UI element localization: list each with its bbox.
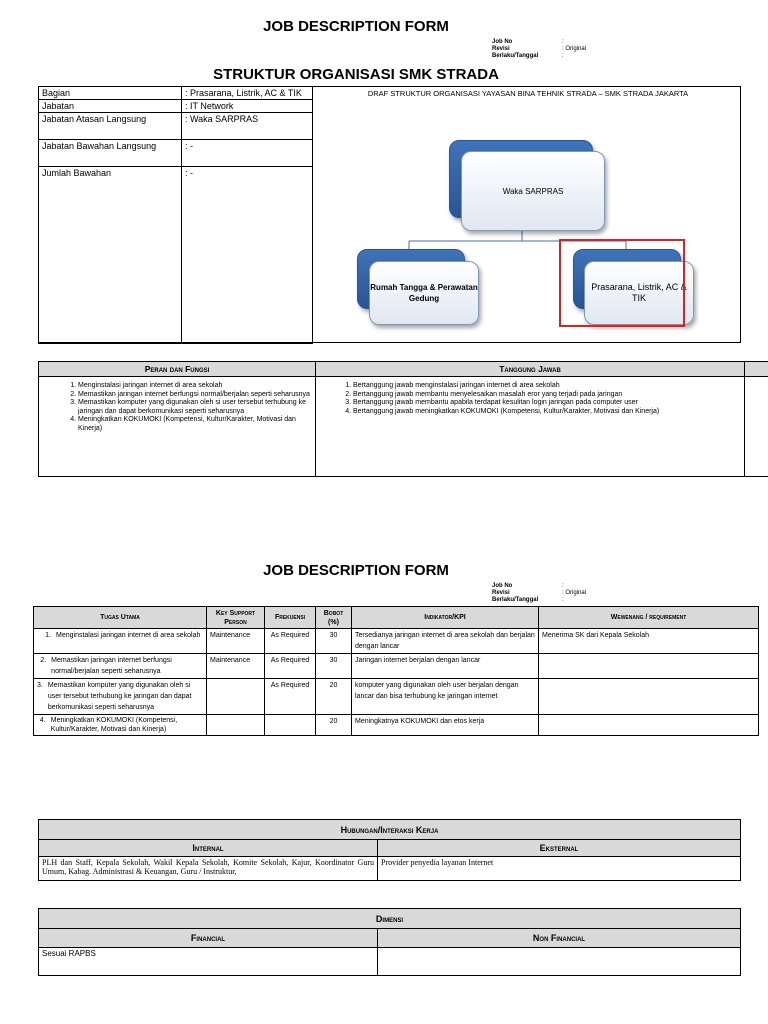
row-number: 4. <box>39 717 46 724</box>
revisi-label: Revisi <box>492 46 510 52</box>
non-financial-cell <box>378 948 741 976</box>
financial-cell: Sesuai RAPBS <box>39 948 378 976</box>
wewenang-cell <box>539 654 759 679</box>
revisi-label: Revisi <box>492 590 510 596</box>
tugas-text: Memastikan komputer yang digunakan oleh si user tersebut terhubung ke jaringan dan dapat berkomunikasi seperti seharusnya <box>47 682 192 711</box>
wewenang-cell: Menerima SK dari Kepala Sekolah <box>539 629 759 654</box>
frek-cell: As Required <box>265 679 316 715</box>
tanggung-header: Tanggung Jawab <box>316 362 745 377</box>
revisi-value: : Original <box>562 46 587 52</box>
org-box-right: Prasarana, Listrik, AC & TIK <box>584 261 694 325</box>
info-table <box>38 86 313 344</box>
table-row <box>34 715 759 736</box>
table-row <box>34 679 759 715</box>
tugas-text: Memastikan jaringan internet berfungsi normal/berjalan seperti seharusnya <box>51 657 172 675</box>
info-value: : - <box>182 140 313 167</box>
bobot-cell: 30 <box>316 654 352 679</box>
berlaku-value: : <box>562 53 564 59</box>
revisi-value: : Original <box>562 590 587 596</box>
bobot-cell: 20 <box>316 679 352 715</box>
tugas-table <box>33 606 759 736</box>
wewenang-cell <box>539 679 759 715</box>
th-bobot: Bobot (%) <box>316 607 352 629</box>
th-wewenang: Wewenang / requirement <box>539 607 759 629</box>
wewenang-cell <box>539 715 759 736</box>
info-label: Jabatan Bawahan Langsung <box>39 140 182 167</box>
tanggung-item: 2. Bertanggung jawab membantu menyelesaikan masalah eror yang terjadi pada jaringan <box>353 391 743 400</box>
internal-header: Internal <box>39 840 378 857</box>
extra-header <box>745 362 768 377</box>
job-no-value: : <box>562 39 564 45</box>
peran-cell <box>39 377 316 477</box>
peran-item: 1. Menginstalasi jaringan internet di area sekolah <box>78 382 314 391</box>
row-number: 2. <box>40 657 47 664</box>
peran-item: 2. Memastikan jaringan internet berfungsi normal/berjalan seperti seharusnya <box>78 391 314 400</box>
internal-cell: PLH dan Staff, Kepala Sekolah, Wakil Kepala Sekolah, Komite Sekolah, Kajur, Koordinator Guru Umum, Kabag. Administrasi & Keuangan, Guru / Instruktur, <box>39 857 378 881</box>
hubungan-table <box>38 819 741 881</box>
peran-list <box>40 382 314 433</box>
kpi-cell: Meningkatnya KOKUMOKI dan etos kerja <box>352 715 539 736</box>
hubungan-title: Hubungan/Interaksi Kerja <box>39 820 741 840</box>
info-value: : Prasarana, Listrik, AC & TIK <box>182 87 313 100</box>
org-box-left: Rumah Tangga & Perawatan Gedung <box>369 261 479 325</box>
info-section <box>38 86 741 343</box>
row-number: 3. <box>37 682 43 689</box>
th-kpi: Indikator/KPI <box>352 607 539 629</box>
peran-item: 4. Meningkatkan KOKUMOKI (Kompetensi, Kultur/Karakter, Motivasi dan Kinerja) <box>78 416 314 433</box>
eksternal-header: Eksternal <box>378 840 741 857</box>
key-cell <box>207 679 265 715</box>
org-title: STRUKTUR ORGANISASI SMK STRADA <box>213 66 499 83</box>
form-meta <box>492 39 586 60</box>
org-box-top: Waka SARPRAS <box>461 151 605 231</box>
non-financial-header: Non Financial <box>378 929 741 948</box>
frek-cell <box>265 715 316 736</box>
info-label: Bagian <box>39 87 182 100</box>
form-meta-2 <box>492 583 586 604</box>
berlaku-label: Berlaku/Tanggal <box>492 53 539 59</box>
table-row <box>34 654 759 679</box>
tanggung-item: 4. Bertanggung jawab meningkatkan KOKUMOKI (Kompetensi, Kultur/Karakter, Motivasi dan Kinerja) <box>353 408 743 417</box>
info-label: Jumlah Bawahan <box>39 167 182 344</box>
eksternal-cell: Provider penyedia layanan Internet <box>378 857 741 881</box>
kpi-cell: Jaringan internet berjalan dengan lancar <box>352 654 539 679</box>
form-title-2: JOB DESCRIPTION FORM <box>263 562 449 579</box>
frek-cell: As Required <box>265 654 316 679</box>
peran-item: 3. Memastikan komputer yang digunakan oleh si user tersebut terhubung ke jaringan dan dapat berkomunikasi seperti seharusnya <box>78 399 314 416</box>
key-cell <box>207 715 265 736</box>
dimensi-table <box>38 908 741 976</box>
job-no-value: : <box>562 583 564 589</box>
draft-title: DRAF STRUKTUR ORGANISASI YAYASAN BINA TEHNIK STRADA – SMK STRADA JAKARTA <box>367 89 689 98</box>
table-row <box>34 629 759 654</box>
th-frek: Frekuensi <box>265 607 316 629</box>
bobot-cell: 30 <box>316 629 352 654</box>
financial-header: Financial <box>39 929 378 948</box>
key-cell: Maintenance <box>207 654 265 679</box>
peran-header: Peran dan Fungsi <box>39 362 316 377</box>
th-key: Key Support Person <box>207 607 265 629</box>
tugas-text: Menginstalasi jaringan internet di area sekolah <box>56 632 201 639</box>
info-value: : IT Network <box>182 100 313 113</box>
org-highlight <box>559 239 685 327</box>
tanggung-item: 3. Bertanggung jawab membantu apabila terdapat kesulitan login jaringan pada computer user <box>353 399 743 408</box>
tugas-text: Meningkatkan KOKUMOKI (Kompetensi, Kultur/Karakter, Motivasi dan Kinerja) <box>50 717 178 733</box>
dimensi-title: Dimensi <box>39 909 741 929</box>
berlaku-value: : <box>562 597 564 603</box>
key-cell: Maintenance <box>207 629 265 654</box>
info-label: Jabatan <box>39 100 182 113</box>
info-value: : Waka SARPRAS <box>182 113 313 140</box>
row-number: 1. <box>45 632 51 639</box>
job-no-label: Job No <box>492 583 513 589</box>
tanggung-cell <box>316 377 745 477</box>
berlaku-label: Berlaku/Tanggal <box>492 597 539 603</box>
kpi-cell: Tersedianya jaringan internet di area sekolah dan berjalan dengan lancar <box>352 629 539 654</box>
job-no-label: Job No <box>492 39 513 45</box>
form-title: JOB DESCRIPTION FORM <box>263 18 449 35</box>
peran-table <box>38 361 768 477</box>
extra-cell <box>745 377 768 477</box>
frek-cell: As Required <box>265 629 316 654</box>
info-label: Jabatan Atasan Langsung <box>39 113 182 140</box>
info-value: : - <box>182 167 313 344</box>
bobot-cell: 20 <box>316 715 352 736</box>
th-tugas: Tugas Utama <box>34 607 207 629</box>
tanggung-item: 1. Bertanggung jawab menginstalasi jaringan internet di area sekolah <box>353 382 743 391</box>
kpi-cell: komputer yang digunakan oleh user berjalan dengan lancar dan bisa terhubung ke jaringan internet <box>352 679 539 715</box>
tanggung-list <box>317 382 743 416</box>
